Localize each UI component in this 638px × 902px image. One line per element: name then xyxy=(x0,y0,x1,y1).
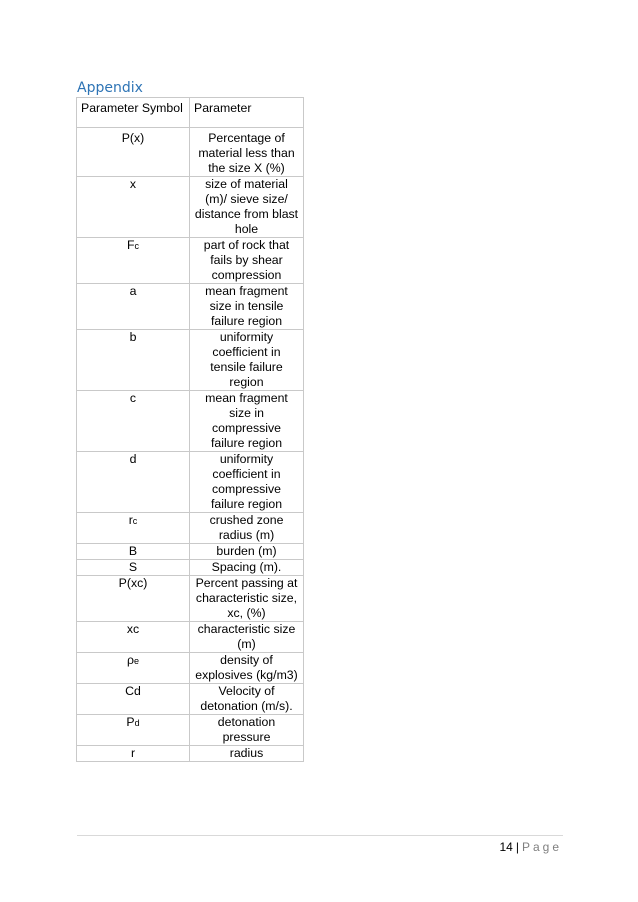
page-label: Page xyxy=(521,840,562,854)
parameter-description: mean fragment size in compressive failure region xyxy=(190,391,304,452)
parameter-description: uniformity coefficient in compressive failure region xyxy=(190,452,304,513)
page-footer xyxy=(499,840,562,854)
table-row xyxy=(77,513,304,544)
footer-separator: | xyxy=(515,840,519,854)
page-number: 14 xyxy=(499,840,513,854)
table-row xyxy=(77,177,304,238)
parameter-symbol: P xyxy=(126,715,135,729)
parameter-description: density of explosives (kg/m3) xyxy=(190,653,304,684)
parameter-symbol: a xyxy=(129,284,137,298)
parameter-symbol: c xyxy=(129,391,137,405)
parameter-symbol: S xyxy=(128,560,138,574)
table-header-row xyxy=(77,98,304,128)
footer-divider xyxy=(77,835,563,836)
table-row xyxy=(77,330,304,391)
parameter-description: Percent passing at characteristic size, xc, (%) xyxy=(190,576,304,622)
parameter-symbol: P(x) xyxy=(121,131,145,145)
parameter-symbol-cell xyxy=(77,284,190,330)
table-row xyxy=(77,684,304,715)
parameter-description: part of rock that fails by shear compression xyxy=(190,238,304,284)
parameter-symbol: F xyxy=(126,238,135,252)
parameter-symbol-cell xyxy=(77,560,190,576)
table-row xyxy=(77,622,304,653)
parameter-symbol-subscript: d xyxy=(134,718,140,728)
table-row xyxy=(77,452,304,513)
parameter-symbol-cell xyxy=(77,238,190,284)
table-row xyxy=(77,544,304,560)
parameter-description: Spacing (m). xyxy=(190,560,304,576)
parameter-symbol-subscript: c xyxy=(134,241,139,251)
parameter-description: mean fragment size in tensile failure region xyxy=(190,284,304,330)
parameter-symbol-cell xyxy=(77,746,190,762)
parameter-description: detonation pressure xyxy=(190,715,304,746)
parameter-symbol-cell xyxy=(77,128,190,177)
parameter-symbol: x xyxy=(129,177,137,191)
parameter-description: characteristic size (m) xyxy=(190,622,304,653)
parameter-description: uniformity coefficient in tensile failure region xyxy=(190,330,304,391)
parameter-symbol-cell xyxy=(77,544,190,560)
parameter-description: crushed zone radius (m) xyxy=(190,513,304,544)
parameter-symbol: ρ xyxy=(126,653,134,667)
parameter-symbol: xc xyxy=(126,622,140,636)
parameter-symbol-subscript: c xyxy=(132,516,138,526)
parameter-symbol-cell xyxy=(77,684,190,715)
parameter-description: size of material (m)/ sieve size/ distance from blast hole xyxy=(190,177,304,238)
parameter-symbol-cell xyxy=(77,513,190,544)
parameter-table xyxy=(76,97,304,762)
table-row xyxy=(77,128,304,177)
parameter-description: Percentage of material less than the size X (%) xyxy=(190,128,304,177)
parameter-symbol-cell xyxy=(77,576,190,622)
parameter-symbol-cell xyxy=(77,391,190,452)
parameter-symbol-subscript: e xyxy=(133,656,139,666)
parameter-symbol-cell xyxy=(77,715,190,746)
parameter-description: burden (m) xyxy=(190,544,304,560)
table-row xyxy=(77,284,304,330)
parameter-symbol-cell xyxy=(77,622,190,653)
table-row xyxy=(77,576,304,622)
parameter-symbol-cell xyxy=(77,330,190,391)
header-parameter: Parameter xyxy=(190,98,304,128)
parameter-description: radius xyxy=(190,746,304,762)
table-row xyxy=(77,391,304,452)
parameter-symbol: r xyxy=(128,513,133,527)
parameter-symbol: r xyxy=(130,746,136,760)
parameter-description: Velocity of detonation (m/s). xyxy=(190,684,304,715)
parameter-symbol: d xyxy=(129,452,137,466)
header-parameter-symbol: Parameter Symbol xyxy=(77,98,190,128)
parameter-symbol: Cd xyxy=(125,684,141,698)
parameter-symbol: b xyxy=(129,330,137,344)
appendix-heading: Appendix xyxy=(77,80,143,96)
parameter-symbol-cell xyxy=(77,177,190,238)
table-row xyxy=(77,238,304,284)
parameter-symbol: B xyxy=(128,544,138,558)
table-row xyxy=(77,560,304,576)
parameter-symbol-cell xyxy=(77,653,190,684)
table-row xyxy=(77,715,304,746)
parameter-symbol-cell xyxy=(77,452,190,513)
parameter-symbol: P(xc) xyxy=(118,576,148,590)
table-body xyxy=(77,128,304,762)
table-row xyxy=(77,653,304,684)
table-row xyxy=(77,746,304,762)
